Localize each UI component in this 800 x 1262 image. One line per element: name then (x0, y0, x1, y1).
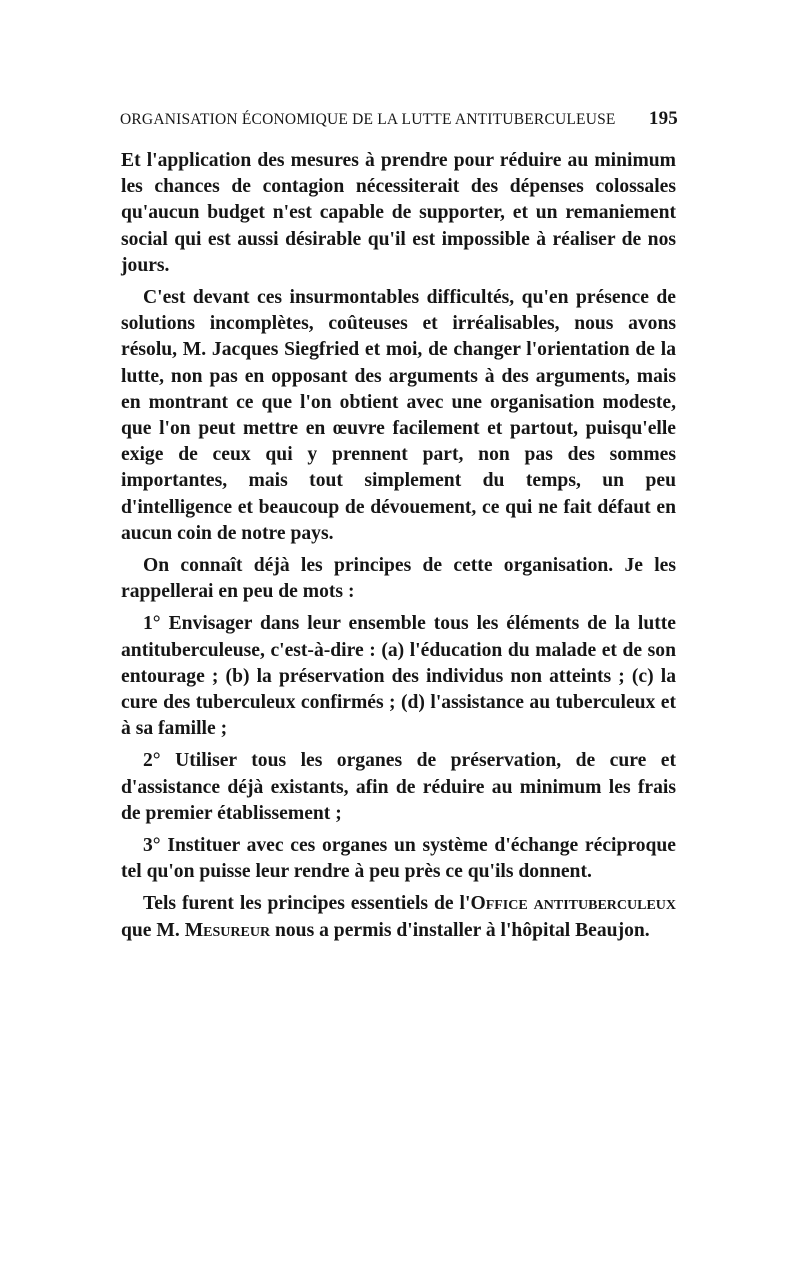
paragraph: C'est devant ces insurmontables difficultés, qu'en présence de solutions incomplètes, coûteuses et irréalisables, nous avons résolu, M. Jacques Siegfried et moi, de changer l'orientation de la lutte, non pas en opposant des arguments à des arguments, mais en montrant ce que l'on obtient avec une organisation modeste, que l'on peut mettre en œuvre facilement et partout, puisqu'elle exige de ceux qui y prennent part, non pas des sommes importantes, mais tout simplement du temps, un peu d'intelligence et beaucoup de dévouement, ce qui ne fait défaut en aucun coin de notre pays. (121, 287, 676, 544)
body-text (121, 148, 676, 950)
running-title: ORGANISATION ÉCONOMIQUE DE LA LUTTE ANTITUBERCULEUSE (120, 111, 616, 128)
list-item: 1° Envisager dans leur ensemble tous les éléments de la lutte antituberculeuse, c'est-à-dire : (a) l'éducation du malade et de son entourage ; (b) la préservation des individus non atteints ; (c) la cure des tuberculeux confirmés ; (d) l'assistance au tuberculeux et à sa famille ; (121, 613, 676, 740)
running-header (120, 108, 678, 130)
text-run: Tels furent les principes essentiels de l' (143, 893, 471, 915)
paragraph (121, 891, 676, 943)
list-item: 2° Utiliser tous les organes de préservation, de cure et d'assistance déjà existants, afin de réduire au minimum les frais de premier établissement ; (121, 750, 676, 824)
text-run: nous a permis d'installer à l'hôpital Beaujon. (270, 919, 650, 941)
list-item: 3° Instituer avec ces organes un système d'échange réciproque tel qu'on puisse leur rendre à peu près ce qu'ils donnent. (121, 835, 676, 883)
paragraph: On connaît déjà les principes de cette organisation. Je les rappellerai en peu de mots : (121, 555, 676, 603)
paragraph: Et l'application des mesures à prendre pour réduire au minimum les chances de contagion nécessiterait des dépenses colossales qu'aucun budget n'est capable de supporter, et un remaniement social qui est aussi désirable qu'il est impossible à réaliser de nos jours. (121, 150, 676, 276)
text-run: que M. (121, 919, 185, 941)
person-name: Mesureur (184, 919, 271, 941)
page-number: 195 (648, 108, 678, 129)
office-name: Office antituberculeux (470, 893, 677, 915)
